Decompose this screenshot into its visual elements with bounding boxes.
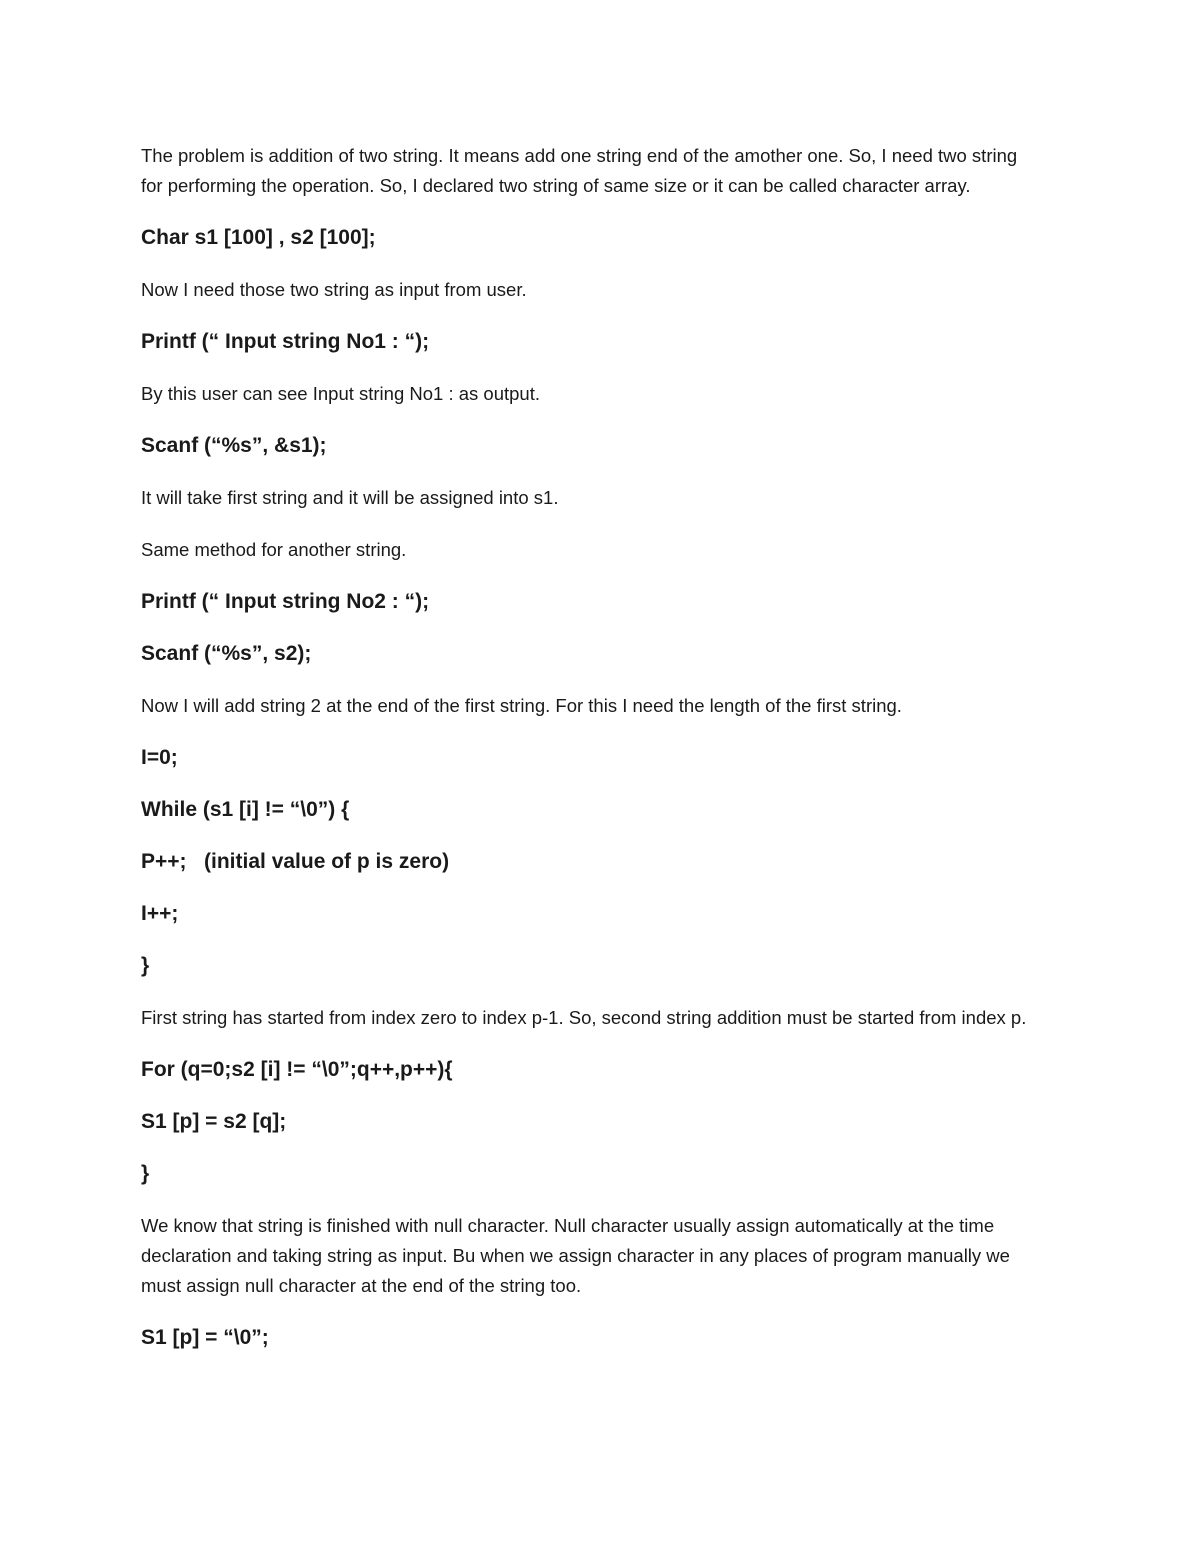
assign-paragraph: It will take first string and it will be assigned into s1.: [141, 487, 559, 508]
code-assign-char: S1 [p] = s2 [q];: [141, 1110, 287, 1133]
code-scanf-1: Scanf (“%s”, &s1);: [141, 434, 327, 457]
code-null-terminate: S1 [p] = “\0”;: [141, 1326, 269, 1349]
input-paragraph: Now I need those two string as input from user.: [141, 279, 527, 300]
code-while: While (s1 [i] != “\0”) {: [141, 798, 350, 821]
code-i-increment: I++;: [141, 902, 179, 925]
intro-paragraph: The problem is addition of two string. It means add one string end of the amother one. So, I need two string for performing the operation. So, I declared two string of same size or it can be called character array.: [141, 145, 1018, 196]
same-method-paragraph: Same method for another string.: [141, 539, 407, 560]
code-printf-1: Printf (“ Input string No1 : “);: [141, 330, 430, 353]
code-printf-2: Printf (“ Input string No2 : “);: [141, 590, 430, 613]
code-close-brace-1: }: [141, 954, 150, 977]
document-body: [141, 141, 1041, 1375]
code-close-brace-2: }: [141, 1162, 150, 1185]
null-char-paragraph: We know that string is finished with null character. Null character usually assign automatically at the time declaration and taking string as input. Bu when we assign character in any places of program manually we must assign null character at the end of the string too.: [141, 1215, 1010, 1296]
index-paragraph: First string has started from index zero to index p-1. So, second string addition must be started from index p.: [141, 1007, 1027, 1028]
output-paragraph: By this user can see Input string No1 : as output.: [141, 383, 540, 404]
code-declaration: Char s1 [100] , s2 [100];: [141, 226, 376, 249]
code-scanf-2: Scanf (“%s”, s2);: [141, 642, 312, 665]
length-paragraph: Now I will add string 2 at the end of the first string. For this I need the length of the first string.: [141, 695, 902, 716]
code-init-i: I=0;: [141, 746, 178, 769]
code-for-loop: For (q=0;s2 [i] != “\0”;q++,p++){: [141, 1058, 453, 1081]
code-p-increment: P++; (initial value of p is zero): [141, 850, 450, 873]
